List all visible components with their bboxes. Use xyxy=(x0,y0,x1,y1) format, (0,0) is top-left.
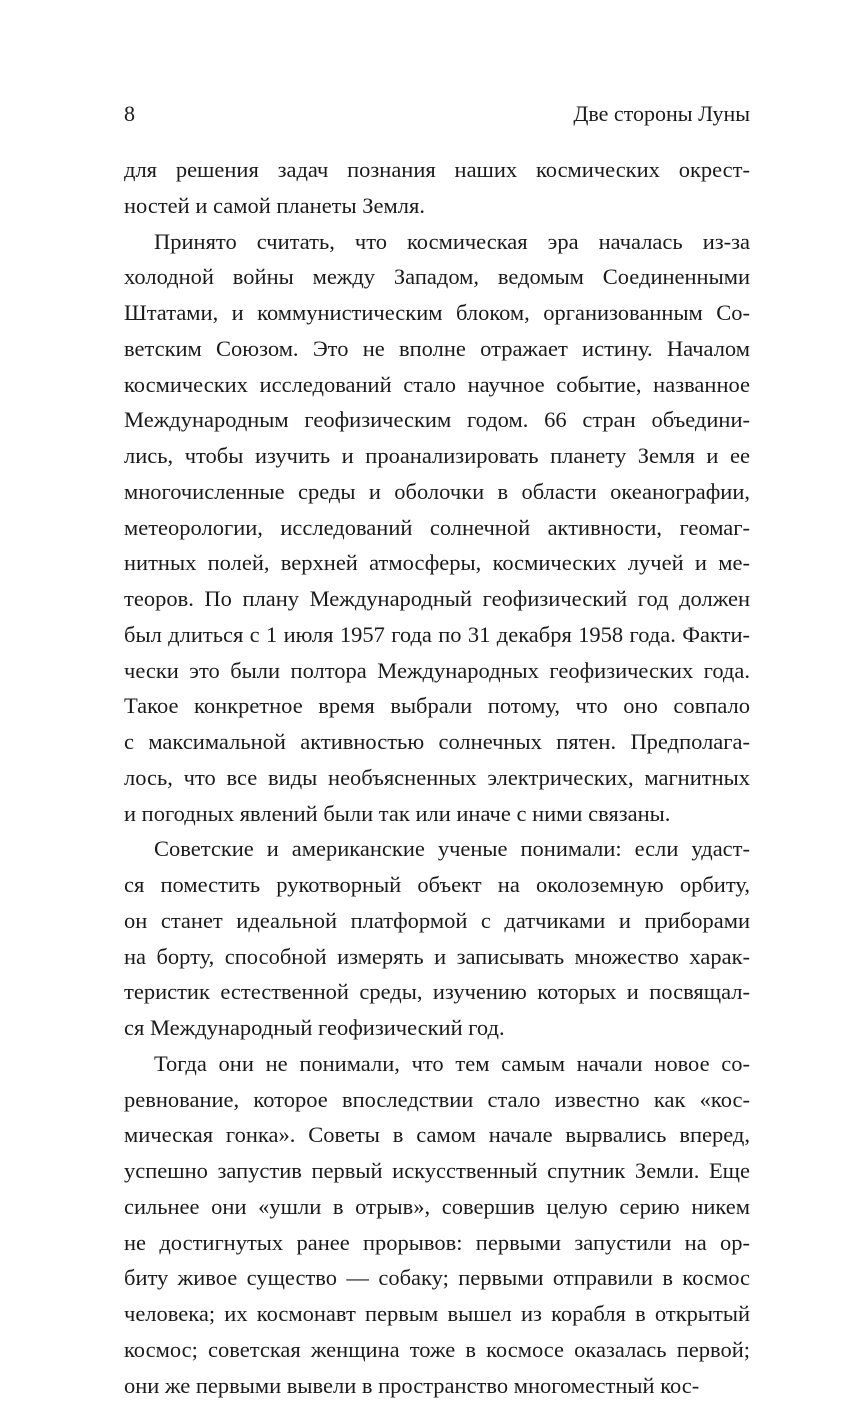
text-line: теристик естественной среды, изучению которых и посвящал- xyxy=(124,974,750,1010)
text-line: Тогда они не понимали, что тем самым начали новое со- xyxy=(124,1046,750,1082)
text-line: человека; их космонавт первым вышел из корабля в открытый xyxy=(124,1296,750,1332)
text-line: мическая гонка». Советы в самом начале вырвались вперед, xyxy=(124,1117,750,1153)
text-line: успешно запустив первый искусственный спутник Земли. Еще xyxy=(124,1153,750,1189)
text-line: метеорологии, исследований солнечной активности, геомаг- xyxy=(124,510,750,546)
paragraph xyxy=(124,1046,750,1403)
text-line: был длиться с 1 июля 1957 года по 31 декабря 1958 года. Факти- xyxy=(124,617,750,653)
page-number: 8 xyxy=(124,96,135,132)
text-line: ревнование, которое впоследствии стало известно как «кос- xyxy=(124,1082,750,1118)
paragraph xyxy=(124,152,750,224)
paragraph xyxy=(124,224,750,832)
text-line: для решения задач познания наших космических окрест- xyxy=(124,152,750,188)
text-line: космос; советская женщина тоже в космосе оказалась первой; xyxy=(124,1332,750,1368)
running-title: Две стороны Луны xyxy=(573,96,750,132)
text-line: космических исследований стало научное событие, названное xyxy=(124,367,750,403)
text-line: на борту, способной измерять и записывать множество харак- xyxy=(124,939,750,975)
text-line: ся Международный геофизический год. xyxy=(124,1010,750,1046)
text-line: нитных полей, верхней атмосферы, космических лучей и ме- xyxy=(124,545,750,581)
text-line: лись, чтобы изучить и проанализировать планету Земля и ее xyxy=(124,438,750,474)
text-line: с максимальной активностью солнечных пятен. Предполага- xyxy=(124,724,750,760)
text-line: ся поместить рукотворный объект на околоземную орбиту, xyxy=(124,867,750,903)
text-line: Такое конкретное время выбрали потому, что оно совпало xyxy=(124,688,750,724)
text-line: сильнее они «ушли в отрыв», совершив целую серию никем xyxy=(124,1189,750,1225)
text-line: ветским Союзом. Это не вполне отражает истину. Началом xyxy=(124,331,750,367)
text-line: ностей и самой планеты Земля. xyxy=(124,188,750,224)
text-line: биту живое существо — собаку; первыми отправили в космос xyxy=(124,1260,750,1296)
text-line: не достигнутых ранее прорывов: первыми запустили на ор- xyxy=(124,1225,750,1261)
text-line: Принято считать, что космическая эра началась из-за xyxy=(124,224,750,260)
text-line: Советские и американские ученые понимали: если удаст- xyxy=(124,831,750,867)
text-line: Штатами, и коммунистическим блоком, организованным Со- xyxy=(124,295,750,331)
text-line: и погодных явлений были так или иначе с ними связаны. xyxy=(124,796,750,832)
text-line: он станет идеальной платформой с датчиками и приборами xyxy=(124,903,750,939)
text-line: они же первыми вывели в пространство многоместный кос- xyxy=(124,1368,750,1403)
text-line: холодной войны между Западом, ведомым Соединенными xyxy=(124,259,750,295)
text-line: лось, что все виды необъясненных электрических, магнитных xyxy=(124,760,750,796)
text-line: теоров. По плану Международный геофизический год должен xyxy=(124,581,750,617)
running-head xyxy=(124,96,750,132)
text-line: Международным геофизическим годом. 66 стран объедини- xyxy=(124,402,750,438)
paragraph xyxy=(124,831,750,1046)
text-line: многочисленные среды и оболочки в области океанографии, xyxy=(124,474,750,510)
text-line: чески это были полтора Международных геофизических года. xyxy=(124,653,750,689)
body-text xyxy=(124,152,750,1403)
